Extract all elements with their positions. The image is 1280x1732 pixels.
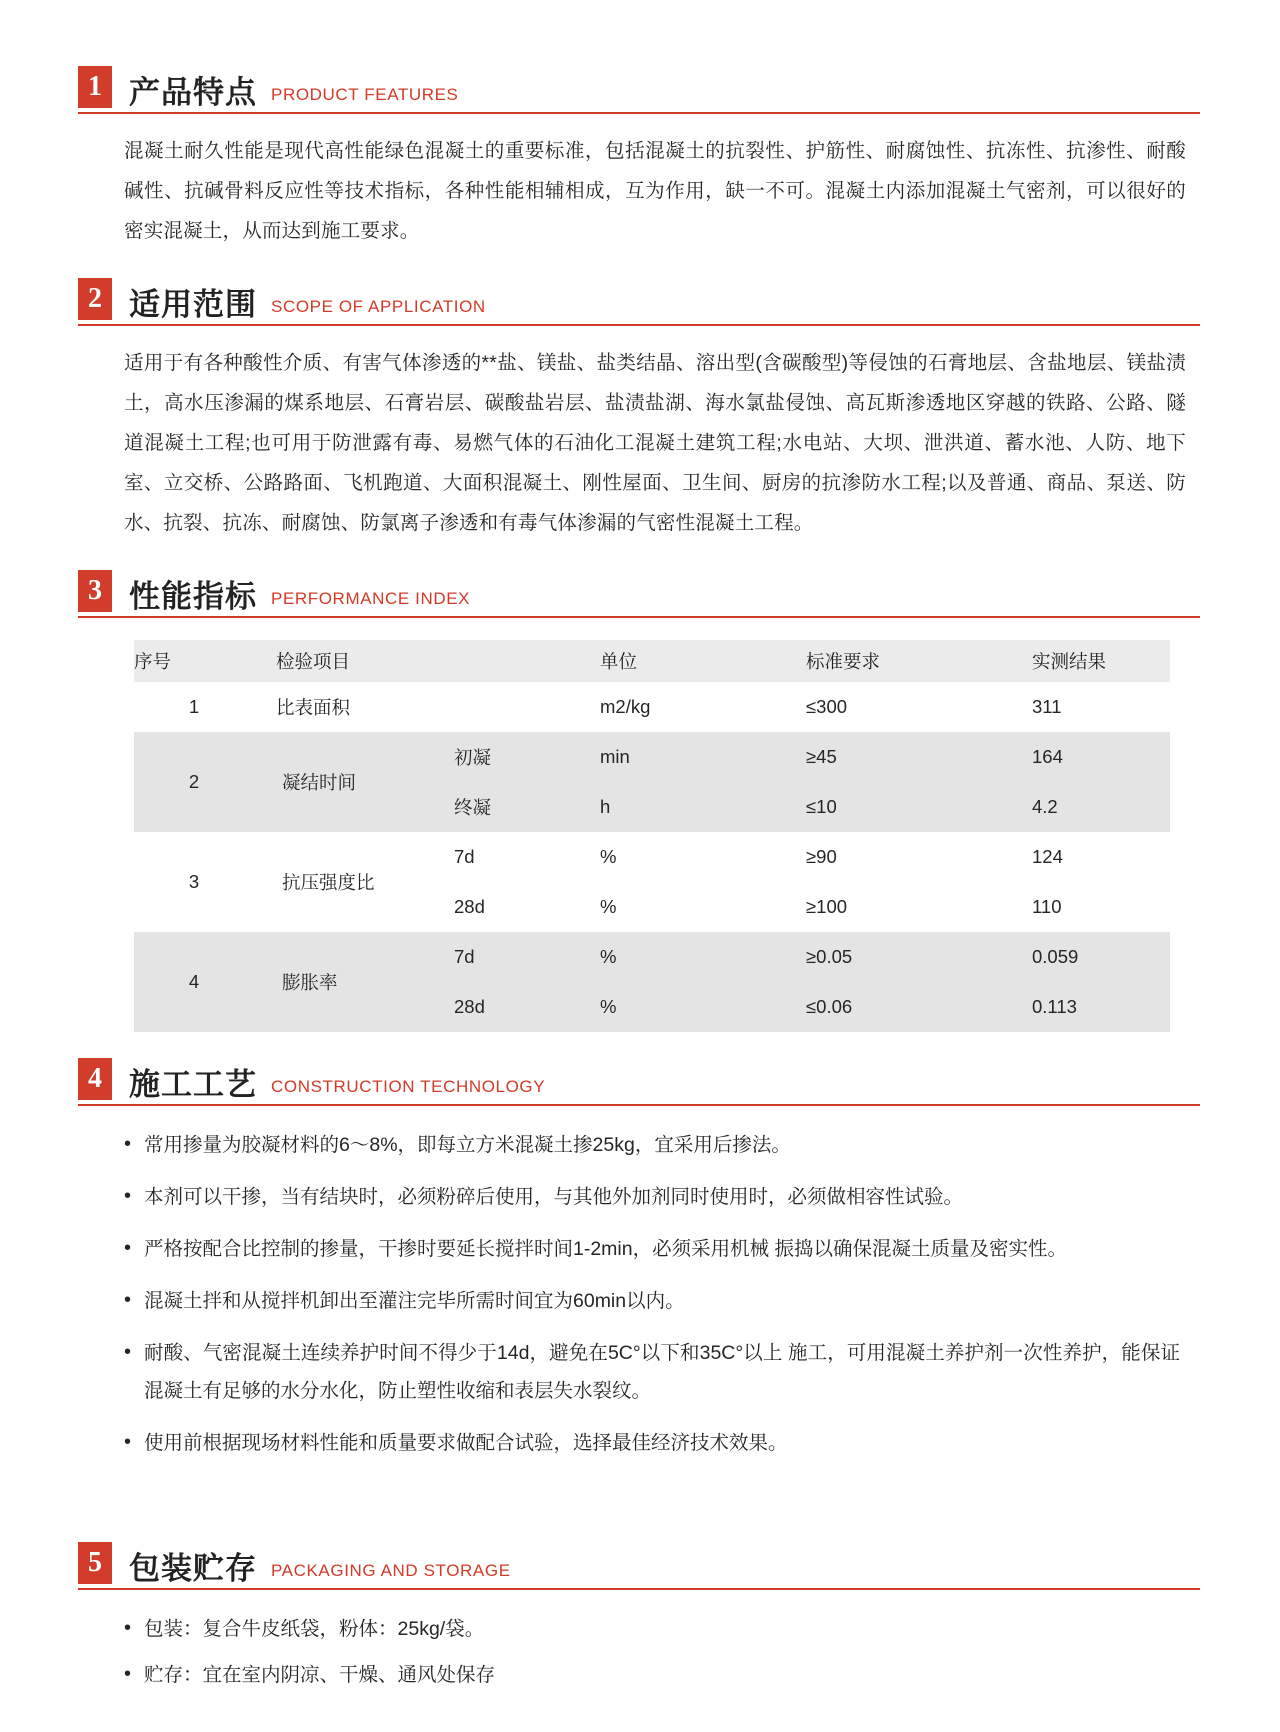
performance-table-wrap: [134, 640, 1200, 1032]
section-title-en: PRODUCT FEATURES: [271, 85, 459, 104]
cell-subitem: 终凝: [432, 782, 594, 832]
construction-technology-list: [124, 1126, 1200, 1462]
cell-subitem: 7d: [432, 832, 594, 882]
cell-standard: ≥0.05: [800, 932, 1026, 982]
col-header-standard: 标准要求: [800, 640, 1026, 682]
section-number-badge: 1: [78, 66, 112, 108]
cell-result: 0.113: [1026, 982, 1170, 1032]
list-item: • 贮存：宜在室内阴凉、干燥、通风处保存: [124, 1656, 1180, 1694]
section-header-construction-technology: [78, 1058, 1200, 1106]
section-title-en: SCOPE OF APPLICATION: [271, 296, 486, 316]
cell-result: 164: [1026, 732, 1170, 782]
section-title-en: CONSTRUCTION TECHNOLOGY: [271, 1076, 546, 1096]
table-body: [134, 682, 1170, 1032]
cell-standard: ≥45: [800, 732, 1026, 782]
cell-unit: %: [594, 832, 800, 882]
section-title-cn: 包装贮存: [129, 1551, 257, 1587]
performance-index-table: [134, 640, 1170, 1032]
section-header-scope-of-application: [78, 278, 1200, 326]
cell-standard: ≤300: [800, 682, 1026, 732]
packaging-and-storage-list: [124, 1610, 1200, 1694]
list-item: • 耐酸、气密混凝土连续养护时间不得少于14d，避免在5C°以下和35C°以上 施工，可用混凝土养护剂一次性养护，能保证混凝土有足够的水分水化，防止塑性收缩和表层失水裂纹。: [124, 1334, 1180, 1410]
section-number-badge: 4: [78, 1058, 112, 1100]
cell-index: 1: [134, 682, 254, 732]
section-number-badge: 2: [78, 278, 112, 320]
cell-index: 2: [134, 732, 254, 832]
cell-unit: m2/kg: [594, 682, 800, 732]
list-item: • 常用掺量为胶凝材料的6～8%，即每立方米混凝土掺25kg，宜采用后掺法。: [124, 1126, 1180, 1164]
section-number-badge: 5: [78, 1542, 112, 1584]
list-item: • 本剂可以干掺，当有结块时，必须粉碎后使用，与其他外加剂同时使用时，必须做相容性试验。: [124, 1178, 1180, 1216]
cell-unit: min: [594, 732, 800, 782]
col-header-item: 检验项目: [254, 640, 594, 682]
col-header-index: 序号: [134, 640, 254, 682]
cell-subitem: 28d: [432, 882, 594, 932]
cell-result: 311: [1026, 682, 1170, 732]
scope-of-application-body: [124, 344, 1200, 544]
table-head: [134, 640, 1170, 682]
list-item: • 严格按配合比控制的掺量，干掺时要延长搅拌时间1-2min，必须采用机械 振捣以确保混凝土质量及密实性。: [124, 1230, 1180, 1268]
cell-standard: ≤10: [800, 782, 1026, 832]
section-header-performance-index: [78, 570, 1200, 618]
cell-item: 抗压强度比: [254, 832, 432, 932]
table-row: [134, 682, 1170, 732]
table-header-row: [134, 640, 1170, 682]
cell-unit: %: [594, 982, 800, 1032]
cell-result: 0.059: [1026, 932, 1170, 982]
table-row: [134, 932, 1170, 982]
list-item: • 混凝土拌和从搅拌机卸出至灌注完毕所需时间宜为60min以内。: [124, 1282, 1180, 1320]
cell-index: 3: [134, 832, 254, 932]
cell-standard: ≤0.06: [800, 982, 1026, 1032]
section-title-en: PACKAGING AND STORAGE: [271, 1560, 511, 1580]
section-title-cn: 施工工艺: [129, 1067, 257, 1103]
layout-spacer: [78, 1476, 1200, 1516]
cell-item: 比表面积: [254, 682, 594, 732]
cell-result: 110: [1026, 882, 1170, 932]
product-features-paragraph: 混凝土耐久性能是现代高性能绿色混凝土的重要标准，包括混凝土的抗裂性、护筋性、耐腐蚀性、抗冻性、抗渗性、耐酸碱性、抗碱骨料反应性等技术指标，各种性能相辅相成，互为作用，缺一不可。混凝土内添加混凝土气密剂，可以很好的密实混凝土，从而达到施工要求。: [124, 140, 1186, 242]
cell-item: 膨胀率: [254, 932, 432, 1032]
section-header-product-features: [78, 66, 1200, 114]
cell-subitem: 初凝: [432, 732, 594, 782]
cell-result: 4.2: [1026, 782, 1170, 832]
cell-standard: ≥100: [800, 882, 1026, 932]
table-row: [134, 832, 1170, 882]
cell-unit: %: [594, 932, 800, 982]
cell-result: 124: [1026, 832, 1170, 882]
section-title-cn: 性能指标: [129, 579, 257, 615]
list-item: • 包装：复合牛皮纸袋，粉体：25kg/袋。: [124, 1610, 1180, 1648]
list-item: • 使用前根据现场材料性能和质量要求做配合试验，选择最佳经济技术效果。: [124, 1424, 1180, 1462]
section-title-cn: 产品特点: [129, 75, 257, 111]
cell-unit: %: [594, 882, 800, 932]
cell-subitem: 7d: [432, 932, 594, 982]
cell-item: 凝结时间: [254, 732, 432, 832]
table-row: [134, 732, 1170, 782]
section-title-en: PERFORMANCE INDEX: [271, 588, 471, 608]
section-number-badge: 3: [78, 570, 112, 612]
cell-index: 4: [134, 932, 254, 1032]
section-header-packaging-and-storage: [78, 1542, 1200, 1590]
col-header-result: 实测结果: [1026, 640, 1170, 682]
cell-unit: h: [594, 782, 800, 832]
cell-standard: ≥90: [800, 832, 1026, 882]
col-header-unit: 单位: [594, 640, 800, 682]
section-title-cn: 适用范围: [129, 287, 257, 323]
cell-subitem: 28d: [432, 982, 594, 1032]
scope-of-application-paragraph: 适用于有各种酸性介质、有害气体渗透的**盐、镁盐、盐类结晶、溶出型(含碳酸型)等侵蚀的石膏地层、含盐地层、镁盐渍土，高水压渗漏的煤系地层、石膏岩层、碳酸盐岩层、盐渍盐湖、海水氯盐侵蚀、高瓦斯渗透地区穿越的铁路、公路、隧道混凝土工程;也可用于防泄露有毒、易燃气体的石油化工混凝土建筑工程;水电站、大坝、泄洪道、蓄水池、人防、地下室、立交桥、公路路面、飞机跑道、大面积混凝土、刚性屋面、卫生间、厨房的抗渗防水工程;以及普通、商品、泵送、防水、抗裂、抗冻、耐腐蚀、防氯离子渗透和有毒气体渗漏的气密性混凝土工程。: [124, 351, 1186, 534]
product-features-body: [124, 132, 1200, 252]
